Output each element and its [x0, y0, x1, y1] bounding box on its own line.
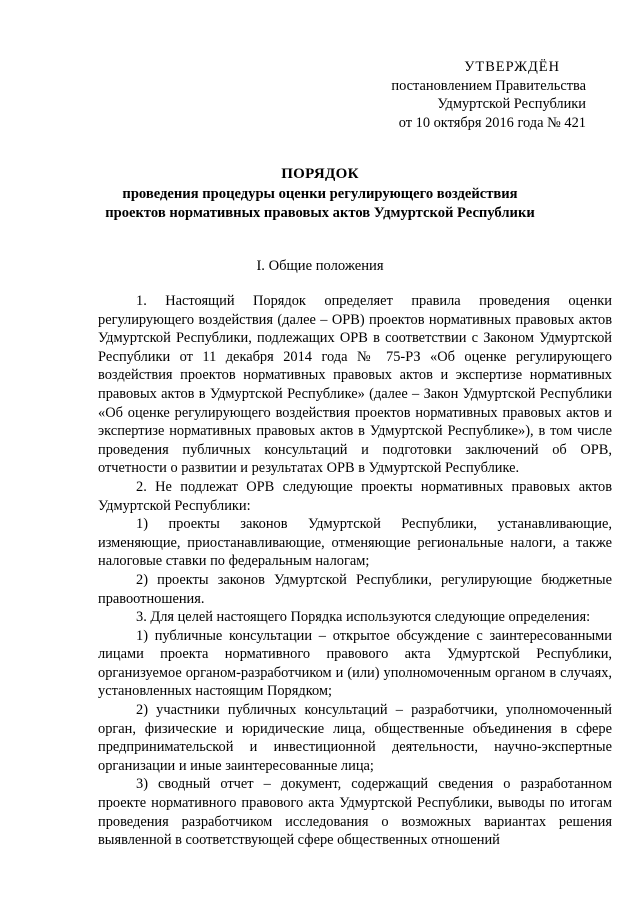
document-subtitle [0, 185, 640, 223]
approval-line: постановлением Правительства [391, 77, 586, 94]
list-item: 1) проекты законов Удмуртской Республики, устанавливающие, изменяющие, приостанавливающие, отменяющие региональные налоги, а также налоговые ставки по федеральным налогам; [98, 516, 612, 570]
subtitle-line: проведения процедуры оценки регулирующего воздействия [122, 186, 518, 202]
paragraph: 2. Не подлежат ОРВ следующие проекты нормативных правовых актов Удмуртской Республики: [98, 478, 612, 514]
approval-date: от 10 октября 2016 года № 421 [398, 114, 586, 131]
subtitle-line: проектов нормативных правовых актов Удмуртской Республики [105, 205, 535, 221]
list-item: 3) сводный отчет – документ, содержащий сведения о разработанном проекте нормативного правового акта Удмуртской Республики, выводы по итогам проведения разработчиком исследования о возможных вариантах решения выявленной в соответствующей сфере общественных отношений [98, 776, 612, 849]
list-item: 2) участники публичных консультаций – разработчики, уполномоченный орган, физические и юридические лица, общественные объединения в сфере предпринимательской и инвестиционной деятельности, научно-экспертные организации и иные заинтересованные лица; [98, 702, 612, 774]
list-item: 1) публичные консультации – открытое обсуждение с заинтересованными лицами проекта нормативного правового акта Удмуртской Республики, организуемое органом-разработчиком и (или) уполномоченным органом в случаях, установленных настоящим Порядком; [98, 627, 612, 700]
paragraph: 1. Настоящий Порядок определяет правила проведения оценки регулирующего воздействия (далее – ОРВ) проектов нормативных правовых актов Удмуртской Республики, подлежащих ОРВ в соответствии с Законом Удмуртской Республики от 11 декабря 2014 года № 75-РЗ «Об оценке регулирующего воздействия проектов нормативных правовых актов и экспертизе нормативных правовых актов в Удмуртской Республике» (далее – Закон Удмуртской Республики «Об оценке регулирующего воздействия проектов нормативных правовых актов и экспертизе нормативных правовых актов в Удмуртской Республике»), в том числе проведения публичных консультаций и подготовки заключений об ОРВ, отчетности о развитии и результатах ОРВ в Удмуртской Республике. [98, 293, 612, 477]
approval-line: Удмуртской Республики [437, 96, 586, 112]
paragraph: 3. Для целей настоящего Порядка используются следующие определения: [136, 609, 591, 626]
approval-stamp [391, 58, 586, 132]
document-body [98, 292, 612, 850]
section-heading: I. Общие положения [256, 258, 384, 274]
approval-heading: УТВЕРЖДЁН [464, 59, 560, 75]
list-item: 2) проекты законов Удмуртской Республики, регулирующие бюджетные правоотношения. [98, 571, 612, 607]
document-title: ПОРЯДОК [281, 166, 359, 182]
